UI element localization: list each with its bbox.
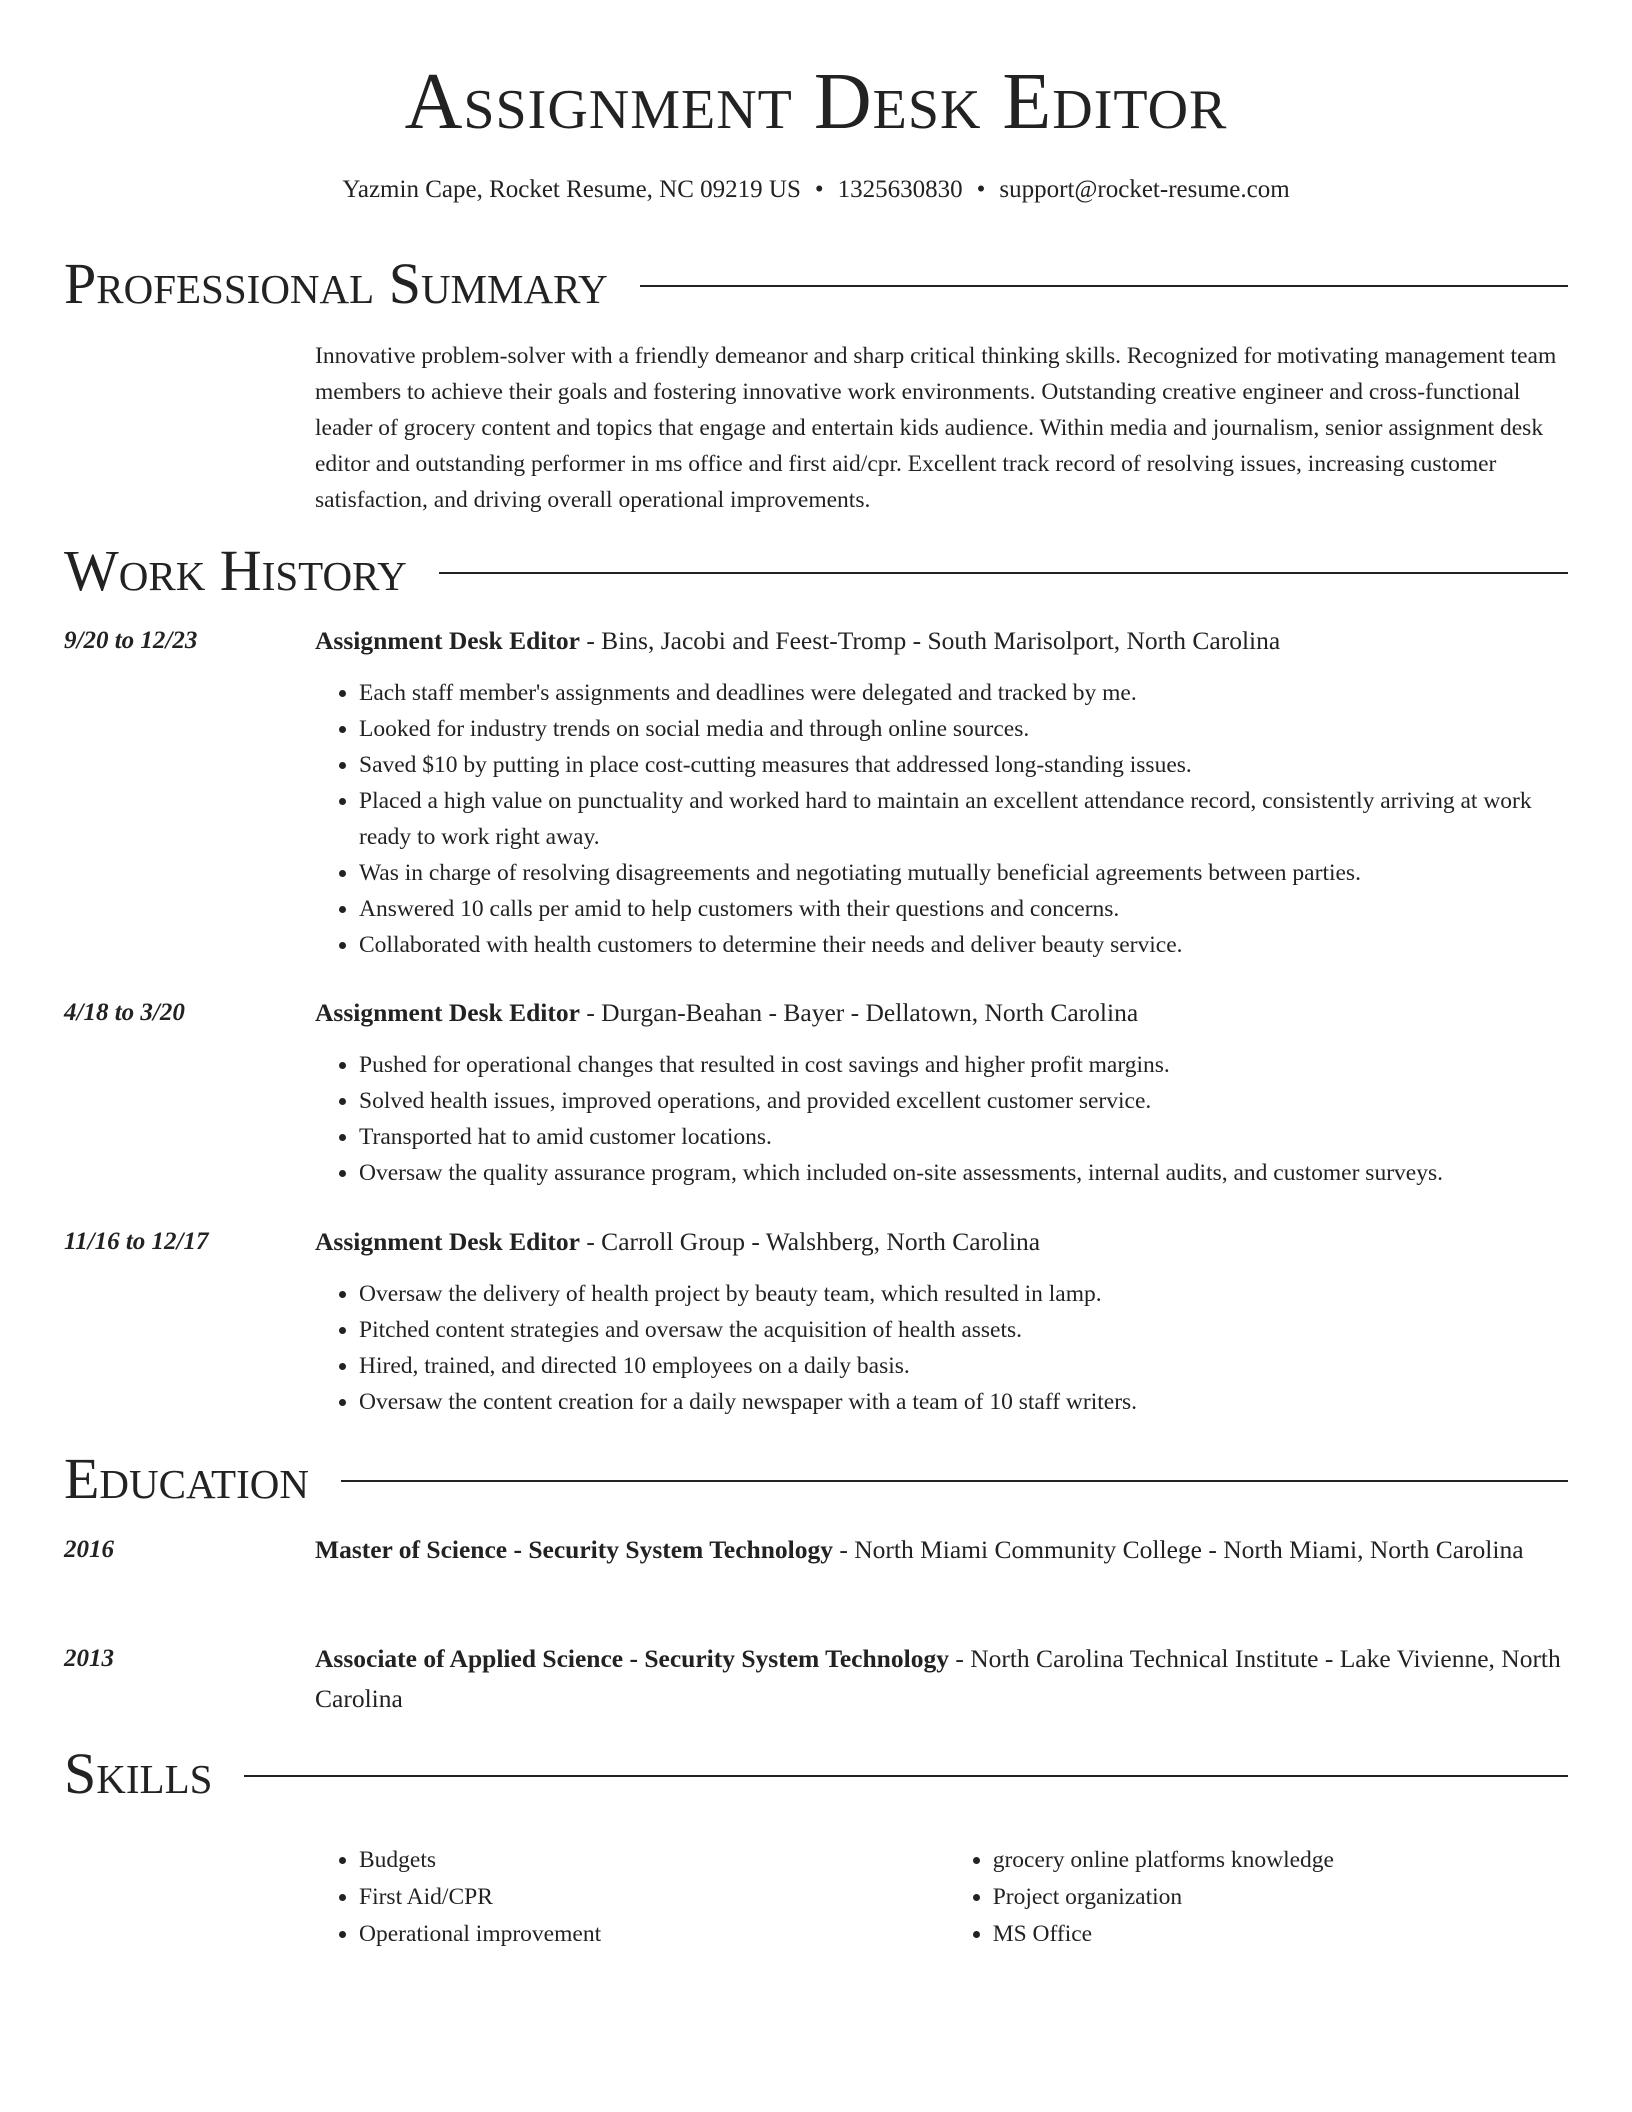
section-divider [640, 285, 1568, 287]
job-entry [64, 621, 1568, 963]
contact-line [0, 172, 1632, 208]
summary-section-title: Professional Summary [64, 251, 608, 316]
summary-section-header [64, 249, 1568, 319]
job-bullet: • Was in charge of resolving disagreements and negotiating mutually beneficial agreements between parties. [359, 855, 1568, 891]
job-bullet: • Oversaw the content creation for a daily newspaper with a team of 10 staff writers. [359, 1384, 1568, 1420]
skill-item: • First Aid/CPR [359, 1879, 949, 1916]
education-details: - North Carolina Technical Institute - Lake Vivienne, North Carolina [315, 1644, 1561, 1713]
skills-section-header [64, 1739, 1568, 1809]
job-details: - Carroll Group - Walshberg, North Carolina [579, 1227, 1041, 1256]
job-bullets [315, 1276, 1568, 1420]
job-heading [315, 621, 1568, 661]
work-section-title: Work History [64, 538, 407, 603]
section-divider [341, 1480, 1568, 1482]
job-bullet: • Collaborated with health customers to determine their needs and deliver beauty service. [359, 927, 1568, 963]
education-year: 2013 [64, 1645, 114, 1672]
education-section-header [64, 1444, 1568, 1514]
skills-column-left [315, 1842, 949, 1953]
job-bullet: • Saved $10 by putting in place cost-cutting measures that addressed long-standing issues. [359, 747, 1568, 783]
skill-item: • Budgets [359, 1842, 949, 1879]
job-details: - Durgan-Beahan - Bayer - Dellatown, North Carolina [579, 998, 1139, 1027]
job-bullets [315, 675, 1568, 963]
skill-item: • grocery online platforms knowledge [993, 1842, 1568, 1879]
job-title: Assignment Desk Editor [315, 626, 580, 655]
job-heading [315, 1222, 1568, 1262]
summary-text: Innovative problem-solver with a friendly demeanor and sharp critical thinking skills. Recognized for motivating management team members to achieve their goals and fostering innovative work environments. Outstanding creative engineer and cross-functional leader of grocery content and topics that engage and entertain kids audience. Within media and journalism, senior assignment desk editor and outstanding performer in ms office and first aid/cpr. Excellent track record of resolving issues, increasing customer satisfaction, and driving overall operational improvements. [315, 343, 1557, 513]
section-divider [439, 572, 1568, 574]
job-bullet: • Transported hat to amid customer locations. [359, 1119, 1568, 1155]
job-details: - Bins, Jacobi and Feest-Tromp - South Marisolport, North Carolina [579, 626, 1281, 655]
job-bullet: • Each staff member's assignments and deadlines were delegated and tracked by me. [359, 675, 1568, 711]
skills-column-right [949, 1842, 1568, 1953]
job-bullet: • Pitched content strategies and oversaw the acquisition of health assets. [359, 1312, 1568, 1348]
job-bullet: • Placed a high value on punctuality and worked hard to maintain an excellent attendance record, consistently arriving at work ready to work right away. [359, 783, 1568, 855]
education-details: - North Miami Community College - North Miami, North Carolina [832, 1535, 1524, 1564]
job-dates: 4/18 to 3/20 [64, 999, 185, 1026]
resume-name: Assignment Desk Editor [404, 58, 1228, 146]
education-heading [315, 1530, 1568, 1570]
job-bullet: • Solved health issues, improved operations, and provided excellent customer service. [359, 1083, 1568, 1119]
education-year: 2016 [64, 1536, 114, 1563]
section-divider [244, 1775, 1568, 1777]
job-bullets [315, 1047, 1568, 1191]
skills-section-title: Skills [64, 1741, 213, 1806]
education-section-title: Education [64, 1446, 309, 1511]
education-entry [64, 1639, 1568, 1719]
contact-address: Yazmin Cape, Rocket Resume, NC 09219 US [342, 176, 801, 203]
skill-item: • Operational improvement [359, 1916, 949, 1953]
education-heading [315, 1639, 1568, 1719]
job-bullet: • Hired, trained, and directed 10 employees on a daily basis. [359, 1348, 1568, 1384]
skills-list [315, 1842, 1568, 1953]
contact-phone: 1325630830 [837, 176, 963, 203]
skill-item: • MS Office [993, 1916, 1568, 1953]
job-bullet: • Oversaw the quality assurance program, which included on-site assessments, internal audits, and customer surveys. [359, 1155, 1568, 1191]
job-heading [315, 993, 1568, 1033]
education-entry [64, 1530, 1568, 1570]
skill-item: • Project organization [993, 1879, 1568, 1916]
job-dates: 11/16 to 12/17 [64, 1228, 209, 1255]
contact-separator: • [976, 176, 986, 203]
work-section-header [64, 536, 1568, 606]
job-bullet: • Pushed for operational changes that resulted in cost savings and higher profit margins. [359, 1047, 1568, 1083]
job-bullet: • Answered 10 calls per amid to help customers with their questions and concerns. [359, 891, 1568, 927]
education-degree: Master of Science - Security System Technology [315, 1535, 833, 1564]
job-entry [64, 1222, 1568, 1420]
contact-email: support@rocket-resume.com [999, 176, 1290, 203]
contact-separator: • [814, 176, 824, 203]
job-entry [64, 993, 1568, 1191]
job-bullet: • Oversaw the delivery of health project by beauty team, which resulted in lamp. [359, 1276, 1568, 1312]
job-bullet: • Looked for industry trends on social media and through online sources. [359, 711, 1568, 747]
job-title: Assignment Desk Editor [315, 998, 580, 1027]
education-degree: Associate of Applied Science - Security System Technology [315, 1644, 949, 1673]
job-title: Assignment Desk Editor [315, 1227, 580, 1256]
job-dates: 9/20 to 12/23 [64, 627, 198, 654]
